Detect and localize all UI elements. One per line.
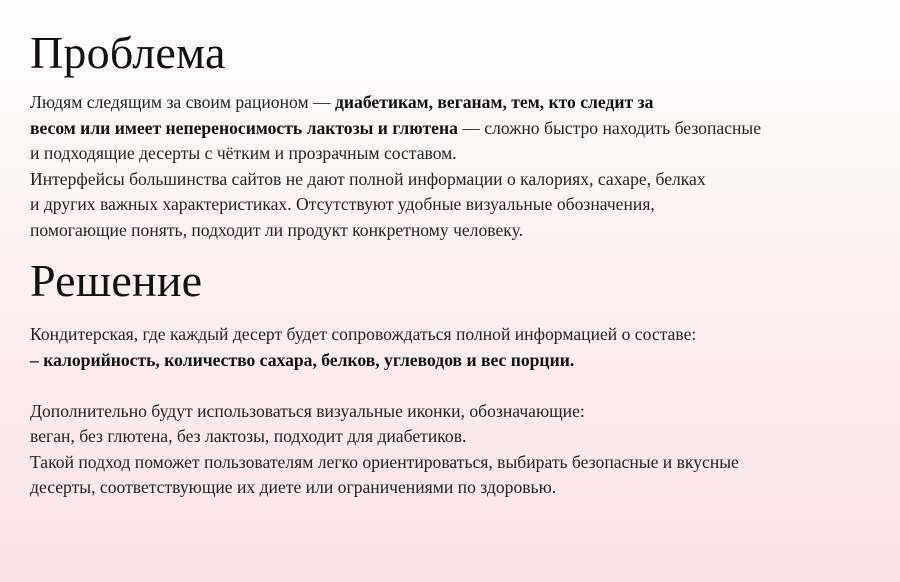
solution-line-6: десерты, соответствующие их диете или ограничениями по здоровью. <box>30 477 557 497</box>
solution-line-5: Такой подход поможет пользователям легко ориентироваться, выбирать безопасные и вкусные <box>30 451 739 472</box>
problem-line-1 <box>30 90 870 116</box>
problem-line-2-plain: — сложно быстро находить безопасные <box>457 117 762 138</box>
paragraph-spacer <box>30 373 870 399</box>
content-page <box>30 24 870 501</box>
problem-line-2 <box>30 116 870 142</box>
problem-line-1-plain: Людям следящим за своим рационом — <box>30 92 335 112</box>
solution-line-3: Дополнительно будут использоваться визуальные иконки, обозначающие: <box>30 400 585 421</box>
problem-line-6: помогающие понять, подходит ли продукт конкретному человеку. <box>30 219 524 240</box>
problem-line-2-bold: весом или имеет непереносимость лактозы и глютена <box>30 117 458 138</box>
problem-line-4: Интерфейсы большинства сайтов не дают полной информации о калориях, сахаре, белках <box>30 168 706 189</box>
solution-heading: Решение <box>30 255 203 306</box>
solution-line-1: Кондитерская, где каждый десерт будет сопровождаться полной информацией о составе: <box>30 324 697 344</box>
problem-line-5: и других важных характеристиках. Отсутствуют удобные визуальные обозначения, <box>30 194 655 214</box>
solution-line-2-bold: – калорийность, количество сахара, белков, углеводов и вес порции. <box>30 349 575 370</box>
problem-heading: Проблема <box>30 27 226 78</box>
solution-paragraph <box>30 322 870 501</box>
problem-line-1-bold: диабетикам, веганам, тем, кто следит за <box>335 92 654 112</box>
solution-line-4: веган, без глютена, без лактозы, подходит для диабетиков. <box>30 426 467 446</box>
problem-line-3: и подходящие десерты с чётким и прозрачным составом. <box>30 143 457 163</box>
problem-paragraph <box>30 90 870 243</box>
